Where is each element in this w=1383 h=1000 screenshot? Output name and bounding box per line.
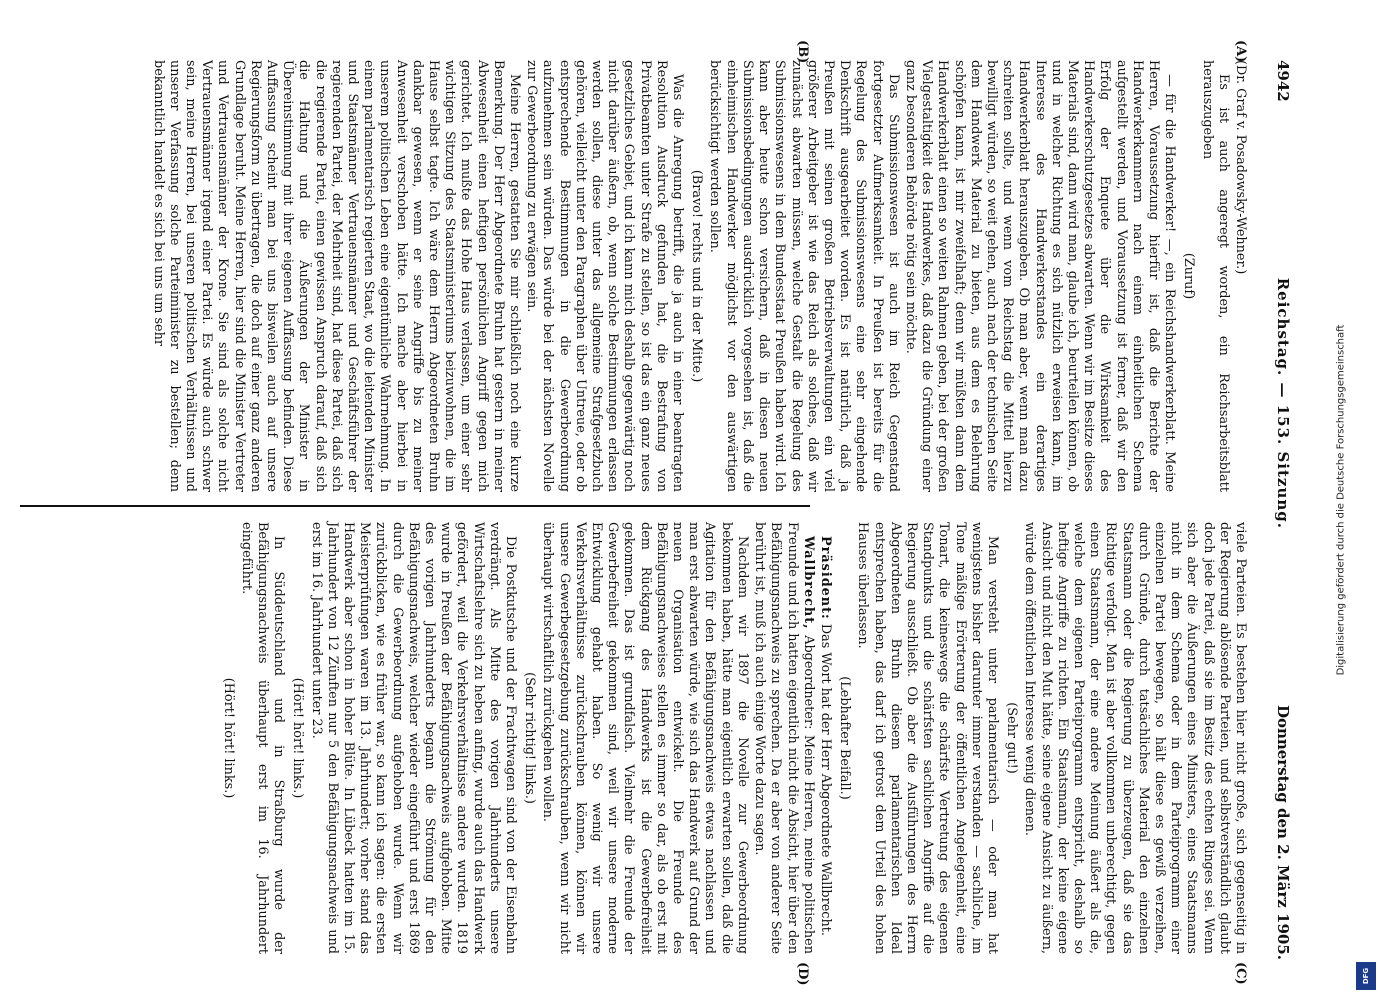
rotated-page: [10, 0, 1310, 1000]
right-column: [216, 522, 1248, 954]
margin-marker-a: (A): [1233, 40, 1248, 63]
applause-note: (Sehr richtig! links.): [522, 672, 538, 804]
applause-note: (Sehr gut!): [1004, 702, 1020, 774]
paragraph: Man versteht unter parlamentarisch — oder man hat wenigstens bisher darunter immer verstanden — sachliche, im Tone mäßige Erörterung der öffentlichen Angelegenheit, eine Tonart, die keineswegs die schärfste Vertretung des eigenen Standpunkts und die schärfsten sachlichen Angriffe auf die Regierung ausschließt. Ob aber die Ausführungen des Herrn Abgeordneten Bruhn diesem parlamentarischen Ideal entsprechen haben, das darf ich getrost dem Urteil des hohen Hauses überlassen.: [855, 522, 1000, 954]
applause-note: (Lebhafter Beifall.): [837, 676, 853, 800]
paragraph: In Süddeutschland und in Straßburg wurde der Befähigungsnachweis überhaupt erst im 16. Jahrhundert eingeführt.: [238, 522, 287, 954]
speaker-reference: (Dr. Graf v. Posadowsky-Wehner.): [1233, 60, 1248, 275]
page-header: [1270, 60, 1296, 960]
interjection: (Zuruf): [1181, 252, 1197, 300]
margin-marker-d: (D): [795, 962, 810, 986]
president-statement: [817, 522, 833, 954]
speaker-text: Abgeordneter: Meine Herren, meine politischen Freunde und ich hatten eigentlich nicht die Absicht, hier über den Befähigungsnachweis zu sprechen. Da er aber von anderer Seite berührt ist, muß ich auch einige Worte dazu sagen.: [752, 522, 816, 954]
dfg-logo-text: DFG: [1362, 967, 1370, 985]
president-label: Präsident:: [817, 536, 833, 620]
page-date: Donnerstag den 2. März 1905.: [1274, 704, 1292, 960]
paragraph: viele Parteien. Es bestehen hier nicht große, sich gegenseitig in der Regierung ablösende Parteien, und selbstverständlich glaubt doch jede Partei, daß sie im Besitz des echten Ringes sei. Wenn sich aber die Äußerungen eines Ministers, eines Staatsmanns nicht in dem Schema oder in dem Parteiprogramm einer einzelnen Partei bewegen, so hält diese es gewiß verzeihen, durch Gründe, durch tatsächliches Material den einzelnen Staatsmann oder die Regierung zu überzeugen, daß sie das Richtige verfolgt. Man ist aber vollkommen unberechtigt, gegen einen Staatsmann, der eine andere Meinung äußert als die, welche dem eigenen Parteiprogramm entspricht, deshalb so heftige Angriffe zu richten. Ein Staatsmann, der keine eigene Ansicht und nicht den Mut hätte, seine eigene Ansicht zu äußern, würde dem öffentlichen Interesse wenig dienen.: [1022, 522, 1248, 954]
digitization-credit-text: Digitalisierung gefördert durch die Deutsche Forschungsgemeinschaft: [1335, 324, 1347, 676]
paragraph: Nachdem wir 1897 die Novelle zur Gewerbeordnung bekommen haben, hätte man eigentlich erwarten sollen, daß die Agitation für den Befähigungsnachweis etwas nachlassen und man erst abwarten würde, wie sich das Handwerk auf Grund der neuen Organisation entwickelt. Die Freunde des Befähigungsnachweises stellen es immer so dar, als ob erst mit dem Rückgang des Handwerks ist die Gewerbefreiheit gekommen. Das ist grundfalsch. Vielmehr die Freunde der Gewerbefreiheit gekommen sind, weil wir unsere moderne Entwicklung gehabt haben. So wenig wir unsere Verkehrsverhältnisse zurückschrauben können, können wir unsere Gewerbegesetzgebung zurückschrauben, wenn wir nicht überhaupt wirtschaftlich zurückgehen wollen.: [540, 522, 750, 954]
digitization-credit: [1330, 0, 1352, 1000]
column-divider: [20, 505, 810, 507]
paragraph: Es ist auch angeregt worden, ein Reichsarbeitsblatt herauszugeben: [1199, 60, 1231, 492]
paragraph: Das Submissionswesen ist auch im Reich Gegenstand fortgesetzter Aufmerksamkeit. In Preußen ist bereits für die Regelung des Submissionswesens eine sehr eingehende Denkschrift ausgearbeitet worden. Es ist natürlich, daß ja Preußen mit seinen großen Betriebsverwaltungen ein viel größerer Arbeitgeber ist wie das Reich als solches, daß wir zunächst abwarten müssen, welche Gestalt die Regelung des Submissionswesens in dem Bundesstaat Preußen haben wird. Ich kann aber heute schon versichern, daß in diesen neuen Submissionsbedingungen ausdrücklich vorgesehen ist, daß die einheimischen Handwerker möglichst vor den auswärtigen berücksichtigt werden sollen.: [707, 60, 901, 492]
page-title: Reichstag. — 153. Sitzung.: [1274, 277, 1292, 529]
document-page: [10, 0, 1310, 1000]
dfg-logo: [1356, 962, 1376, 990]
page-number: 4942: [1274, 60, 1292, 102]
applause-note: (Bravo! rechts und in der Mitte.): [689, 169, 705, 383]
paragraph: Was die Anregung betrifft, die ja auch in einer beantragten Resolution Ausdruck gefunden hat, die Bestrafung von Privatbeamten unter Strafe zu stellen, so ist das ein ganz neues gesetzliches Gebiet, und ich kann mich deshalb gegenwärtig noch nicht darüber äußern, ob, wenn solche Bestimmungen erlassen werden sollen, diese unter das allgemeine Strafgesetzbuch gehören, vielleicht unter den Paragraphen über Untreue, oder ob entsprechende Bestimmungen in die Gewerbeordnung aufzunehmen sein würden. Das würde bei der nächsten Novelle zur Gewerbeordnung zu erwägen sein.: [524, 60, 686, 492]
paragraph: Meine Herren, gestatten Sie mir schließlich noch eine kurze Bemerkung. Der Herr Abgeordnete Bruhn hat gestern in meiner Abwesenheit einen heftigen persönlichen Angriff gegen mich gerichtet. Ich mußte das Hohe Haus verlassen, um einer sehr wichtigen Sitzung des Staatsministeriums beizuwohnen, die im Hause selbst tagte. Ich wäre dem Herrn Abgeordneten Bruhn dankbar gewesen, wenn er seine Angriffe bis zu meiner Anwesenheit verschoben hätte. Ich mache aber hierbei in unserem politischen Leben eine eigentümliche Wahrnehmung. In einem parlamentarisch regierten Staat, wo die leitenden Minister und Staatsmänner Vertrauensmänner und Geschäftsführer der regierenden Partei, der Mehrheit sind, hat diese Partei, daß sich die regierende Partei, einen gewissen Anspruch darauf, daß sich die Haltung und die Äußerungen der Minister in Übereinstimmung mit ihrer eigenen Auffassung befinden. Diese Auffassung scheint man bei uns bisweilen auch auf unsere Regierungsform zu übertragen, die doch auf einer ganz anderen Grundlage beruht. Meine Herren, hier sind die Minister Vertreter und Vertrauensmänner der Krone. Sie sind als solche nicht Vertrauensmänner irgend einer Partei. Es würde auch schwer sein, meine Herren, bei unseren politischen Verhältnissen und unserer Verfassung solche Parteiminister zu bestellen; denn bekanntlich handelt es sich bei uns um sehr: [150, 60, 523, 492]
applause-note: (Hört! hört! links.): [290, 677, 306, 799]
margin-marker-c: (C): [1233, 962, 1248, 985]
paragraph: Die Postkutsche und der Frachtwagen sind von der Eisenbahn verdrängt. Als Mitte des vorigen Jahrhunderts unsere Wirtschaftslehre sich zu heben anfing, wurde auch das Handwerk gefördert, weil die Verkehrsverhältnisse andere wurden. 1819 wurde in Preußen der Befähigungsnachweis aufgehoben. Mitte des vorigen Jahrhunderts begann die Strömung für den Befähigungsnachweis, welcher wieder eingeführt und erst 1869 durch die Gewerbeordnung aufgehoben wurde. Wenn wir zurückblicken, wie es früher war, so kann ich sagen: die ersten Meisterprüfungen waren im 13. Jahrhundert; vorher stand das Handwerk aber schon in hoher Blüte. In Lübeck hatten im 15. Jahrhundert von 12 Zünften nur 5 den Befähigungsnachweis und erst im 16. Jahrhundert unter 23.: [308, 522, 519, 954]
left-column: [148, 60, 1248, 492]
president-text: Das Wort hat der Herr Abgeordnete Wallbrecht.: [817, 623, 833, 936]
speaker-label: Wallbrecht,: [800, 536, 816, 630]
paragraph: — für die Handwerker! —, ein Reichshandwerkerblatt. Meine Herren, Voraussetzung hierfür ist, daß die Berichte der Handwerkerkammern nach einem einheitlichen Schema aufgestellt werden, und Voraussetzung ist ferner, daß wir den Erfolg der Enquete über die Wirksamkeit des Handwerkerschutzgesetzes abwarten. Wenn wir im Besitze dieses Materials sind, dann wird man, glaube ich, beurteilen können, ob und in welcher Richtung es sich nützlich erweisen kann, im Interesse des Handwerkerstandes ein derartiges Handwerkerblatt herauszugeben. Ob man aber, wenn man dazu schreiten sollte, und wenn vom Reichstag die Mittel hierzu bewilligt würden, so weit gehen, auch nach der technischen Seite dem Handwerk Material zu bieten, aus dem es Belehrung schöpfen kann, ist mir zweifelhaft; denn wir müßten dann dem Handwerkerblatt einen so weiten Rahmen geben, bei der großen Vielgestaltigkeit des Handwerkes, daß dazu die Gründung einer ganz besonderen Behörde nötig sein möchte.: [902, 60, 1178, 492]
applause-note: (Hört! hört! links.): [220, 677, 236, 799]
margin-marker-b: (B): [795, 40, 810, 64]
speaker-statement: [751, 522, 816, 954]
